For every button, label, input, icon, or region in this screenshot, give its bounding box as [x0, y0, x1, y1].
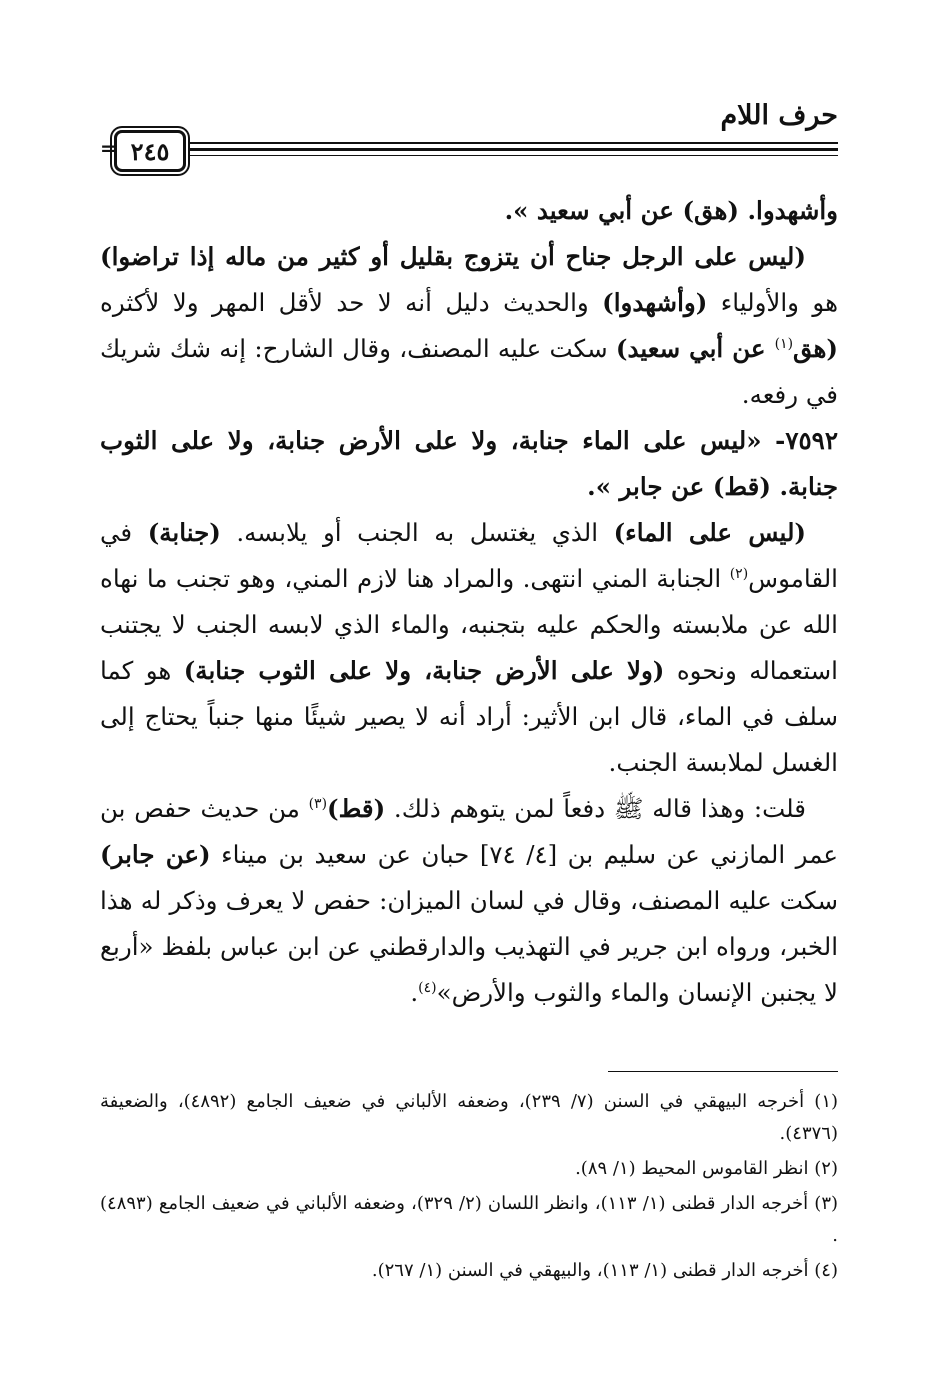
quoted-text: (ولا على الأرض جنابة، ولا على الثوب جنابة) [183, 656, 665, 685]
main-text [100, 188, 838, 1016]
commentary-text: من حديث حفص بن عمر المازني عن سليم بن [٤/ ٧٤] حبان عن سعيد بن ميناء [100, 794, 838, 869]
paragraph-2 [100, 234, 838, 418]
footnote-separator [608, 1071, 838, 1072]
quoted-text: (ليس على الرجل جناح أن يتزوج بقليل أو كثير من ماله إذا تراضوا) [100, 242, 806, 271]
quoted-text: (عن جابر) [100, 840, 211, 869]
footnote-1: (١) أخرجه البيهقي في السنن (٧/ ٢٣٩)، وضعفه الألباني في ضعيف الجامع (٤٨٩٢)، والضعيفة (٤٣٧٦). [100, 1091, 839, 1144]
paragraph-4 [100, 510, 838, 786]
footnote-4: (٤) أخرجه الدار قطنى (١/ ١١٣)، والبيهقي في السنن (١/ ٢٦٧). [371, 1260, 838, 1281]
quoted-text: عن أبي سعيد) [615, 334, 775, 363]
commentary-text: هو والأولياء [707, 288, 839, 317]
hadith-ending: وأشهدوا. (هق) عن أبي سعيد ». [504, 196, 838, 225]
footnote-ref-2[interactable]: (٢) [729, 565, 749, 582]
running-head: حرف اللام [720, 100, 838, 131]
commentary-text: سكت عليه المصنف، وقال الشارح: إنه شك شريك في رفعه. [100, 334, 838, 409]
quoted-text: (وأشهدوا) [602, 288, 708, 317]
paragraph-3-hadith [100, 418, 838, 510]
commentary-text: هو كما سلف في الماء، قال ابن الأثير: أراد أنه لا يصير شيئًا منها جنباً يحتاج إلى الغسل لملابسة الجنب. [100, 656, 838, 777]
rule-end-mark: = [100, 136, 117, 160]
quoted-text: (قط) [327, 794, 386, 823]
quoted-text: (ليس على الماء) [613, 518, 806, 547]
footnote-ref-4[interactable]: (٤) [418, 979, 437, 996]
paragraph-5 [100, 786, 838, 1016]
commentary-text: سكت عليه المصنف، وقال في لسان الميزان: حفص لا يعرف وذكر له هذا الخبر، ورواه ابن جرير في التهذيب والدارقطني عن ابن عباس بلفظ «أربع لا يجنبن الإنسان والماء والثوب والأرض» [100, 886, 838, 1007]
commentary-text: في القاموس [100, 518, 838, 593]
header-rule-line [185, 142, 838, 144]
commentary-text: قلت: وهذا قاله ﷺ دفعاً لمن يتوهم ذلك. [385, 794, 806, 823]
quoted-text: (جنابة) [147, 518, 221, 547]
commentary-text: . [410, 978, 419, 1007]
footnote-ref-1[interactable]: (١) [774, 335, 794, 352]
footnote-2: (٢) انظر القاموس المحيط (١/ ٨٩). [575, 1158, 838, 1179]
page-number: ٢٤٥ [114, 130, 186, 172]
footnote-3: (٣) أخرجه الدار قطنى (١/ ١١٣)، وانظر اللسان (٢/ ٣٢٩)، وضعفه الألباني في ضعيف الجامع (٤٨٩٣) . [100, 1193, 839, 1246]
header-rule-line [185, 155, 838, 156]
header-rule-line [185, 148, 838, 151]
quoted-text: (هق [793, 334, 838, 363]
hadith-7592: ٧٥٩٢- «ليس على الماء جنابة، ولا على الأرض جنابة، ولا على الثوب جنابة. (قط) عن جابر ». [100, 426, 838, 501]
commentary-text: والحديث دليل أنه لا حد لأقل المهر ولا لأكثره [100, 288, 603, 317]
commentary-text: الجنابة المني انتهى. والمراد هنا لازم المني، وهو تجنب ما نهاه الله عن ملابسته والحكم عليه بتجنبه، والماء الذي لابسه الجنب لا يجتنب استعماله ونحوه [100, 564, 838, 685]
footnotes [100, 1086, 838, 1290]
header-rule [100, 130, 838, 170]
paragraph-1 [100, 188, 838, 234]
footnote-ref-3[interactable]: (٣) [308, 795, 328, 812]
commentary-text: الذي يغتسل به الجنب أو يلابسه. [220, 518, 614, 547]
